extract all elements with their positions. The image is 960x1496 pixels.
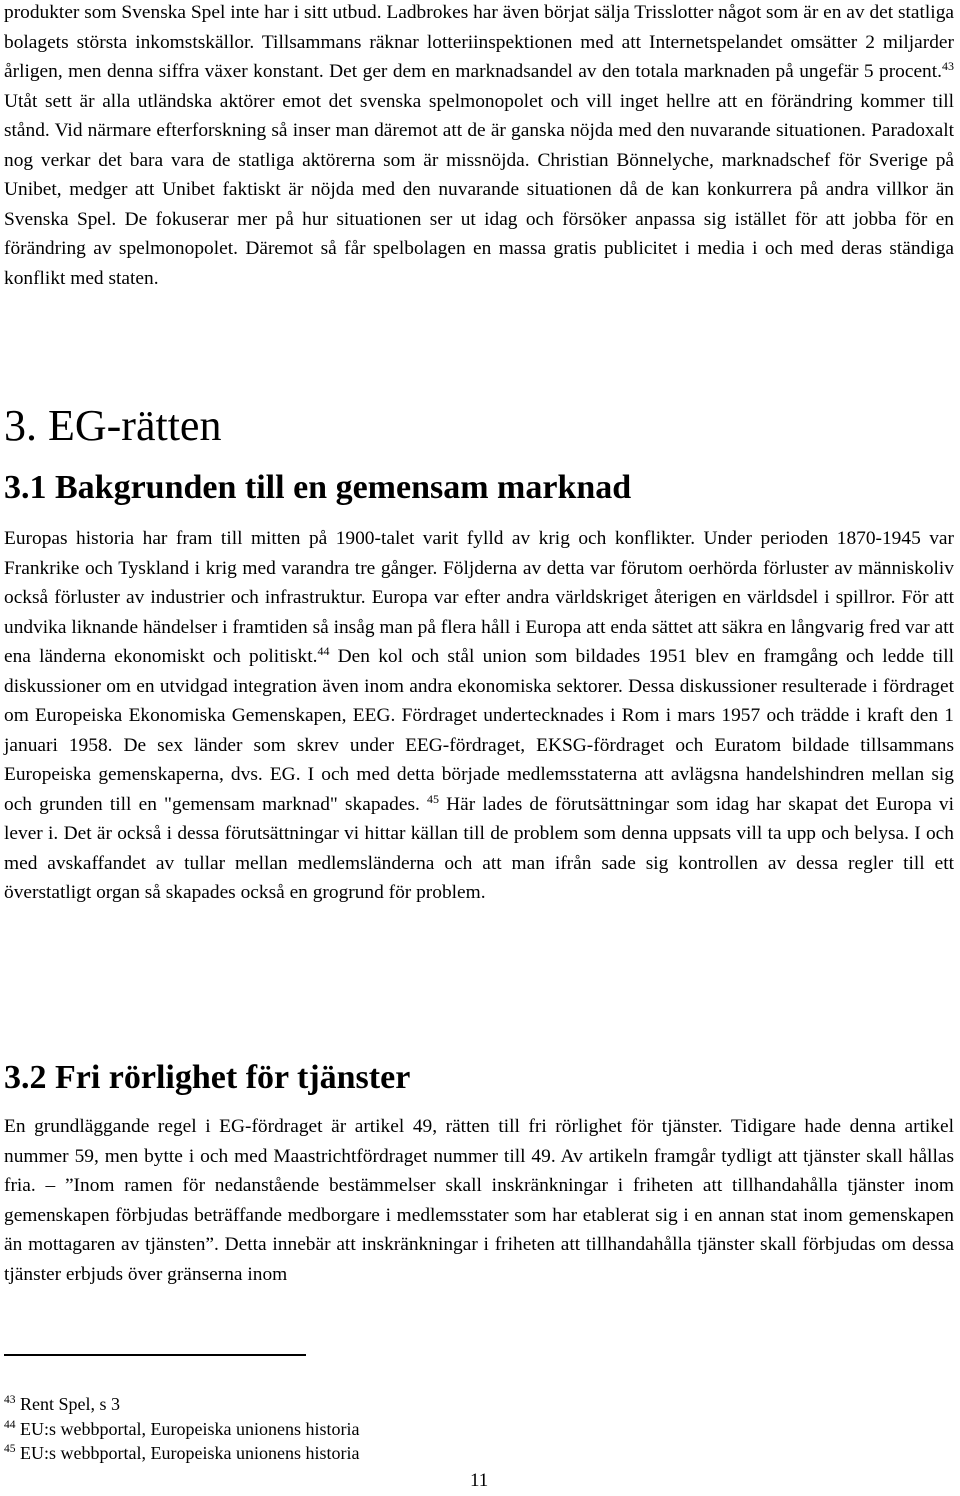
- footnote-separator: [4, 1354, 306, 1356]
- footnote-text: EU:s webbportal, Europeiska unionens historia: [15, 1443, 360, 1463]
- footnote-ref-45: 45: [427, 791, 440, 806]
- footnote-text: Rent Spel, s 3: [15, 1394, 121, 1414]
- footnote-ref-43: 43: [942, 59, 954, 73]
- footnote-text: EU:s webbportal, Europeiska unionens historia: [15, 1418, 360, 1439]
- footnote-number: 43: [4, 1394, 16, 1406]
- paragraph-text: Den kol och stål union som bildades 1951 blev en framgång och ledde till diskussioner om en utvidgad integration även inom andra ekonomiska sektorer. Dessa diskussioner resulterade i fördraget om Europeiska Ekonomiska Gemenskapen, EEG. Fördraget undertecknades i Rom i mars 1957 och trädde i kraft den 1 januari 1958. De sex länder som skrev under EEG-fördraget, EKSG-fördraget och Euratom bildade tillsammans Europeiska gemenskaperna, dvs. EG. I och med detta började medlemsstaterna att avlägsna handelshindren mellan sig och grunden till en "gemensam marknad" skapades.: [4, 646, 954, 815]
- section-heading-3-2: 3.2 Fri rörlighet för tjänster: [4, 1059, 411, 1096]
- chapter-heading: 3. EG-rätten: [4, 401, 222, 450]
- paragraph-text: produkter som Svenska Spel inte har i sitt utbud. Ladbrokes har även börjat sälja Trisslotter något som är en av det statliga bolagets största inkomstskällor. Tillsammans räknar lotteriinspektionen med att Internetspelandet omsätter 2 miljarder årligen, men denna siffra växer konstant. Det ger dem en marknadsandel av den totala marknaden på ungefär 5 procent.: [4, 2, 954, 82]
- footnote-number: 45: [4, 1443, 16, 1455]
- paragraph-text: Här lades de förutsättningar som idag har skapat det Europa vi lever i. Det är också i dessa förutsättningar vi hittar källan till de problem som denna uppsats vill ta upp och belysa. I och med avskaffandet av tullar mellan medlemsländerna och att man ifrån sade sig kontrollen av dessa regler till ett överstatligt organ så skapades också en grogrund för problem.: [4, 793, 955, 903]
- paragraph-bakgrunden: [4, 524, 954, 908]
- section-heading-3-1: 3.1 Bakgrunden till en gemensam marknad: [4, 469, 632, 506]
- footnote-ref-44: 44: [317, 644, 330, 658]
- paragraph-spelmarknad: [4, 0, 954, 293]
- footnote-number: 44: [4, 1418, 16, 1431]
- footnote-43: [4, 1392, 359, 1417]
- footnotes: [4, 1392, 359, 1466]
- footnote-45: [4, 1441, 359, 1466]
- paragraph-text: Utåt sett är alla utländska aktörer emot det svenska spelmonopolet och vill inget hellre att en förändring kommer till stånd. Vid närmare efterforskning så inser man däremot att de är ganska nöjda med den nuvarande situationen. Paradoxalt nog verkar det bara vara de statliga aktörerna som är missnöjda. Christian Bönnelyche, marknadschef för Sverige på Unibet, medger att Unibet faktiskt är nöjda med den nuvarande situationen då de kan konkurrera på andra villkor än Svenska Spel. De fokuserar mer på hur situationen ser ut idag och försöker anpassa sig istället för att jobba för en förändring av spelmonopolet. Däremot så får spelbolagen en massa gratis publicitet i media i och med deras ständiga konflikt med staten.: [4, 90, 954, 289]
- footnote-44: [4, 1417, 359, 1442]
- page-number: 11: [470, 1470, 489, 1491]
- paragraph-fri-rorlighet: En grundläggande regel i EG-fördraget är artikel 49, rätten till fri rörlighet för tjänster. Tidigare hade denna artikel nummer 59, men bytte i och med Maastrichtfördraget nummer till 49. Av artikeln framgår tydligt att tjänster skall hållas fria. – ”Inom ramen för nedanstående bestämmelser skall inskränkningar i friheten att tillhandahålla tjänster inom gemenskapen förbjudas beträffande medborgare i medlemsstater som har etablerat sig i en annan stat inom gemenskapen än mottagaren av tjänsten”. Detta innebär att inskränkningar i friheten att tillhandahålla tjänster skall förbjudas om dessa tjänster erbjuds över gränserna inom: [4, 1116, 954, 1285]
- paragraph-text: Europas historia har fram till mitten på 1900-talet varit fylld av krig och konflikter. Under perioden 1870-1945 var Frankrike och Tyskland i krig med varandra tre gånger. Följderna av detta var förutom oerhörda förluster av människoliv också förluster av industrier och infrastruktur. Europa var efter andra världskriget återigen en världsdel i spillror. För att undvika liknande händelser i framtiden så insåg man på flera håll i Europa att enda sättet att säkra en långvarig fred var att ena länderna ekonomiskt och politiskt.: [4, 528, 954, 667]
